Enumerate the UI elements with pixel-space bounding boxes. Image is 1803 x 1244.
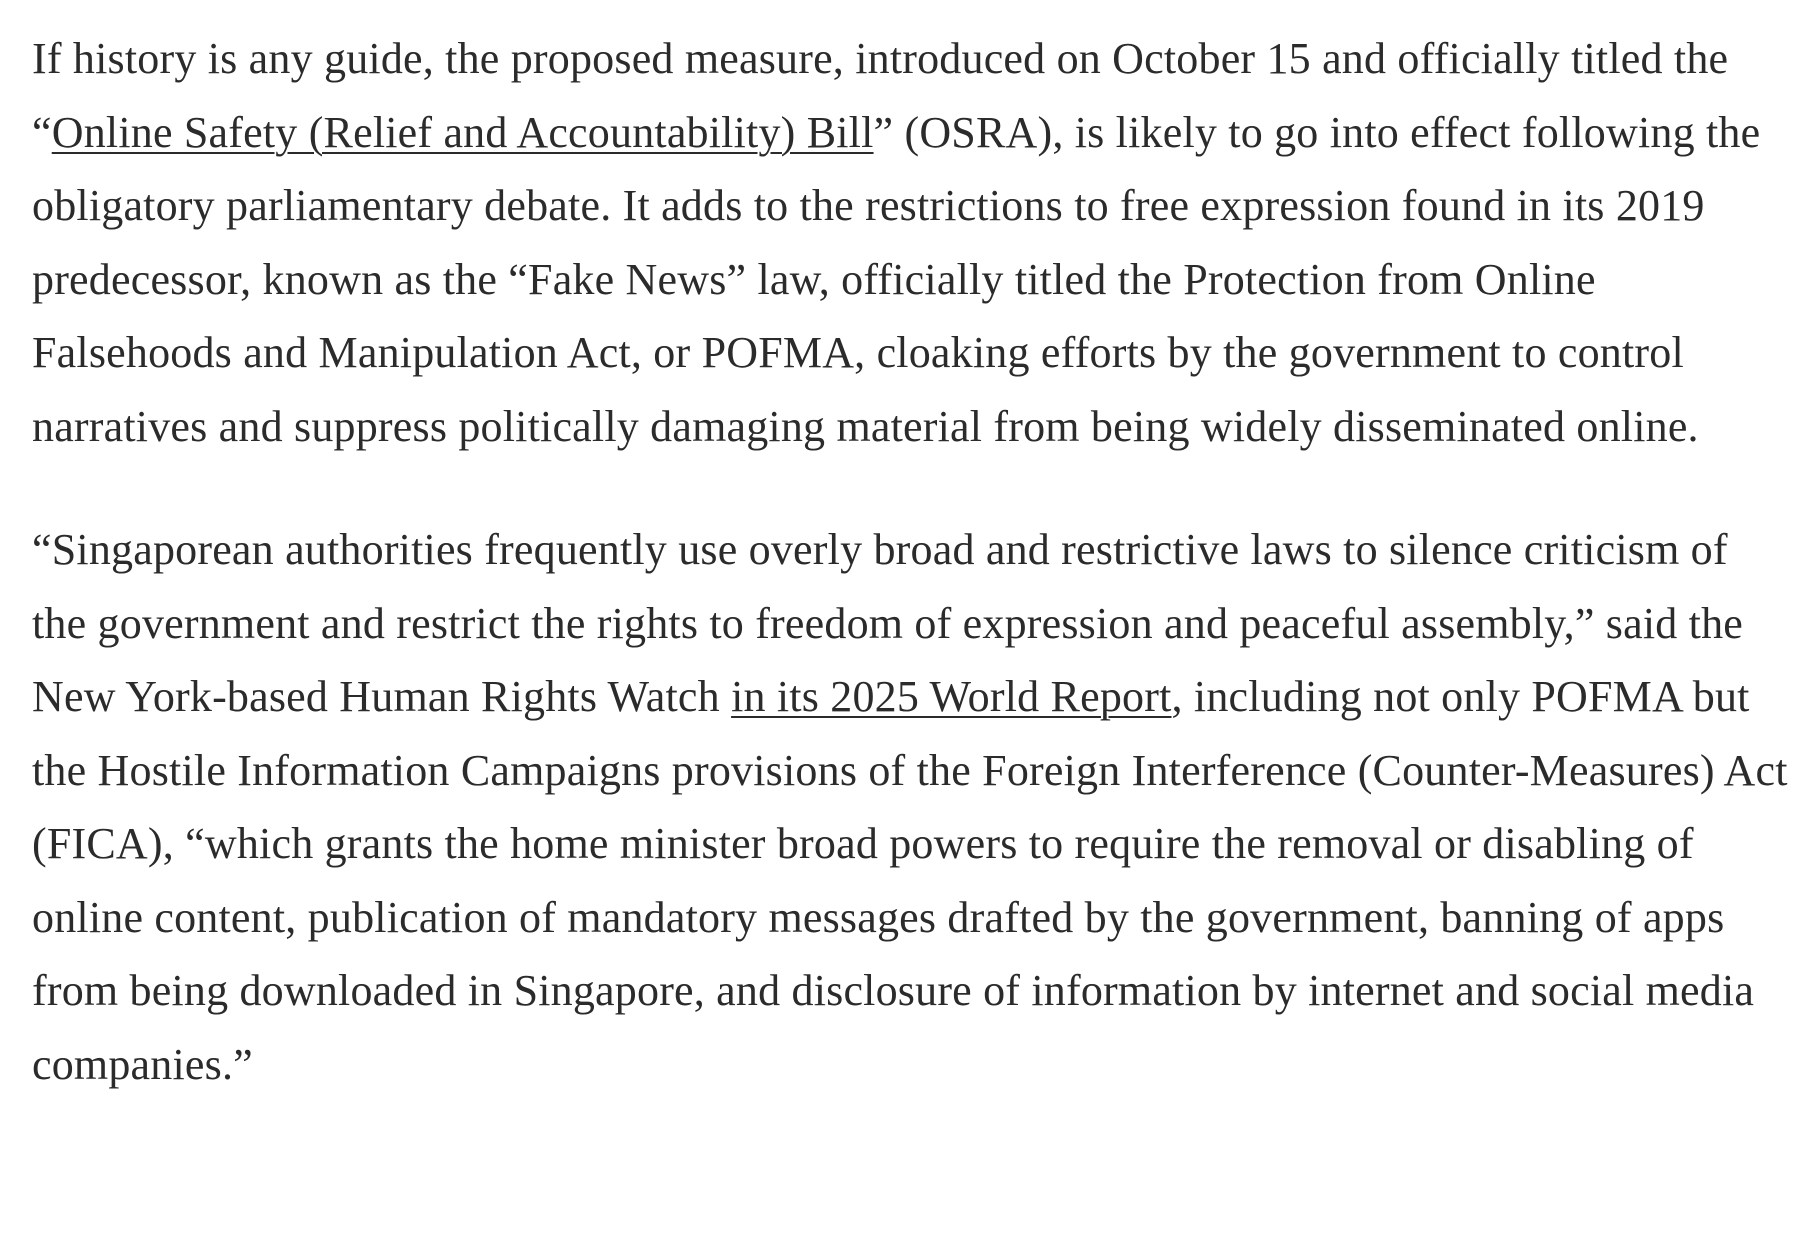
paragraph-text: If history is any guide, the proposed measure, introduced on October 15 and officially titled the “ [32,34,1729,157]
osra-bill-link[interactable]: Online Safety (Relief and Accountability) Bill [51,107,874,157]
article-body [32,22,1792,1101]
paragraph-text: , including not only POFMA but the Hostile Information Campaigns provisions of the Foreign Interference (Counter-Measures) Act (FICA), “which grants the home minister broad powers to require the removal or disabling of online content, publication of mandatory messages drafted by the government, banning of apps from being downloaded in Singapore, and disclosure of information by internet and social media companies.” [32,672,1788,1089]
paragraph-text: “Singaporean authorities frequently use overly broad and restrictive laws to silence criticism of the government and restrict the rights to freedom of expression and peaceful assembly,” said the New York-based Human Rights Watch [32,525,1744,721]
world-report-link[interactable]: in its 2025 World Report [731,672,1172,721]
paragraph-text: ” (OSRA), is likely to go into effect following the obligatory parliamentary debate. It adds to the restrictions to free expression found in its 2019 predecessor, known as the “Fake News” law, officially titled the Protection from Online Falsehoods and Manipulation Act, or POFMA, cloaking efforts by the government to control narratives and suppress politically damaging material from being widely disseminated online. [32,107,1761,451]
paragraph-osra-bill [32,22,1792,463]
paragraph-hrw-quote [32,513,1792,1101]
